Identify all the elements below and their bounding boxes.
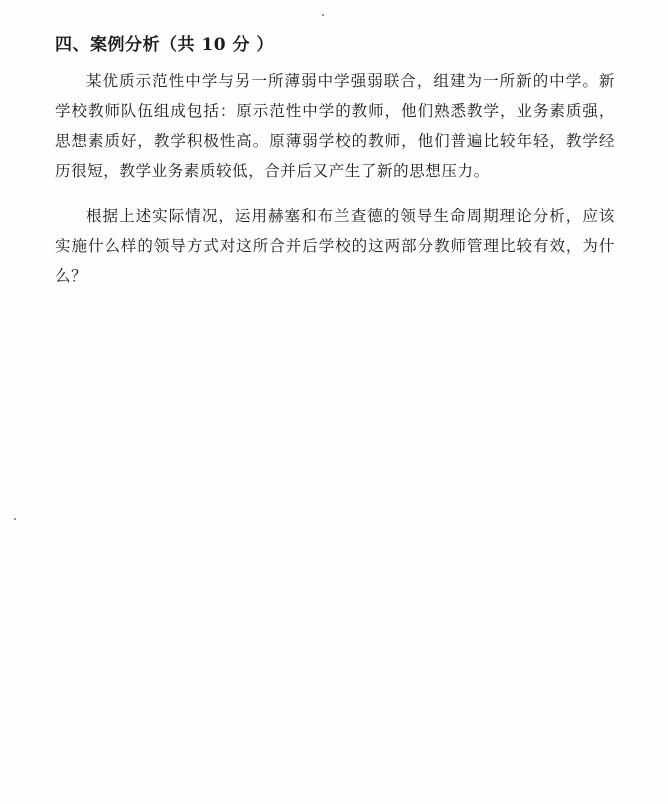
question-paragraph: 根据上述实际情况，运用赫塞和布兰查德的领导生命周期理论分析，应该实施什么样的领导方式对这所合并后学校的这两部分教师管理比较有效，为什么？ (55, 206, 615, 285)
scan-speck (14, 518, 16, 520)
scan-speck (322, 14, 324, 16)
case-paragraph: 某优质示范性中学与另一所薄弱中学强弱联合，组建为一所新的中学。新学校教师队伍组成包括：原示范性中学的教师，他们熟悉教学，业务素质强，思想素质好，教学积极性高。原薄弱学校的教师，他们普遍比较年轻，教学经历很短，教学业务素质较低，合并后又产生了新的思想压力。 (55, 71, 615, 180)
section-heading: 四、案例分析（共 10 分 ） (55, 35, 274, 55)
